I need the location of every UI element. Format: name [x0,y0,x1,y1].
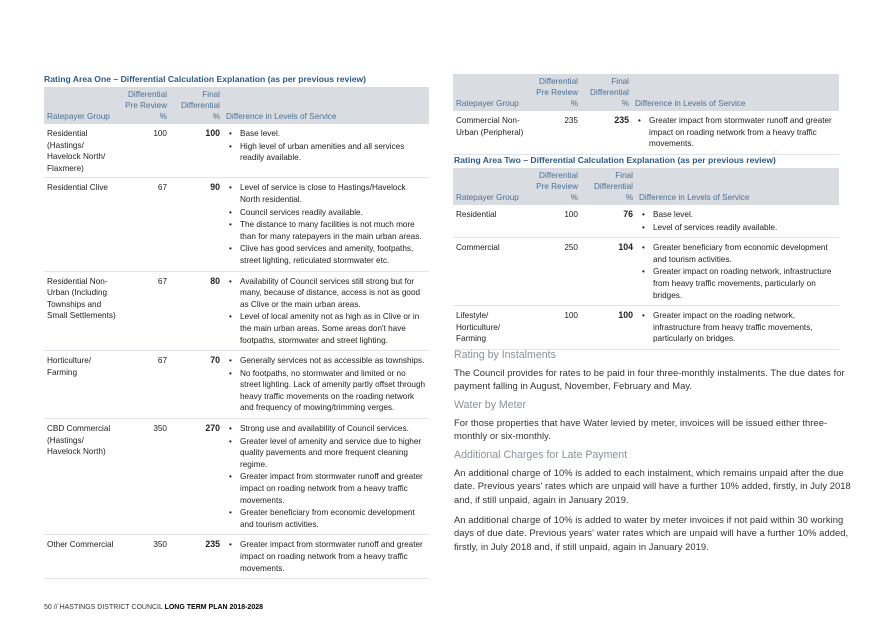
line-text: (Hastings/ [47,140,84,150]
bullet-item: • Greater impact from stormwater runoff and greater impact on roading network from a heavy traffic movements. [229,539,426,574]
col-header-diff-label: Difference in Levels of Service [639,193,750,202]
line-text: Differential [181,101,220,110]
instalments-heading: Rating by Instalments [454,349,556,361]
pre-review-value: 100 [564,210,578,219]
bullet-item: • Base level. [229,128,426,140]
pre-review-value: 350 [153,424,167,434]
col-header-pre [530,74,581,111]
col-header-group-label: Ratepayer Group [47,112,110,121]
pre-review-value: 67 [157,183,167,193]
line-text: % [625,193,633,202]
line-text: Small Settlements) [47,311,116,321]
line-text: Horticulture/ [456,322,501,332]
line-text: Lifestyle/ [456,311,489,321]
bullet-item: • Greater level of amenity and service due to higher quality pavements and more frequent cleaning regime. [229,436,426,471]
bullet-item: • Level of service is close to Hastings/Havelock North residential. [229,182,426,205]
col-header-diff-label: Difference in Levels of Service [226,112,337,121]
area-two-body [453,205,839,349]
ratepayer-group [44,351,121,419]
service-difference [636,238,839,306]
ratepayer-group [453,111,530,154]
bullet-item: • Strong use and availability of Council services. [229,423,426,435]
area-one-cont-table [453,74,839,155]
late-para-1: An additional charge of 10% is added to each instalment, which remains unpaid after the due date. Previous years' rates which are unpaid will have a further 10% added, firstly, in July 2018 and, if still unpaid, again in January 2019. [454,467,851,505]
footer-prefix: 50 // HASTINGS DISTRICT COUNCIL [44,604,165,611]
col-header-diff [632,74,839,111]
table-row [44,124,429,178]
page-footer [44,604,263,611]
bullet-list [229,128,426,164]
ratepayer-group [44,178,121,271]
bullet-item: • Level of local amenity not as high as in Clive or in the main urban areas. Some areas don't have footpaths, stormwater and street lighting. [229,311,426,346]
table-row [453,111,839,154]
bullet-item: • Council services readily available. [229,207,426,219]
line-text: Commercial [456,243,500,253]
bullet-item: • Availability of Council services still strong but for many, because of distance, access is not as good as Clive or the main urban areas. [229,276,426,311]
late-heading: Additional Charges for Late Payment [454,449,628,461]
line-text: % [570,99,578,108]
service-difference [223,351,429,419]
line-text: Urban (Peripheral) [456,127,524,137]
col-header-diff [223,87,429,124]
line-text: Differential [128,90,167,99]
service-difference [223,419,429,535]
col-header-group-label: Ratepayer Group [456,193,519,202]
col-header-final [170,87,223,124]
area-one-cont-header [453,74,839,111]
col-header-final [581,74,632,111]
final-value: 80 [210,275,220,286]
line-text: Differential [539,77,578,86]
line-text: Final [615,171,633,180]
area-one-header [44,87,429,124]
area-two-table-wrap [453,168,839,350]
line-text: % [570,193,578,202]
line-text: Pre Review [125,101,167,110]
service-difference [636,205,839,238]
bullet-item: • Greater impact on the roading network, infrastructure from heavy traffic movements, particularly on bridges. [642,310,836,345]
col-header-pre [530,168,581,205]
line-text: Residential [456,210,497,219]
ratepayer-group [44,271,121,351]
service-difference [223,271,429,351]
bullet-list [229,539,426,574]
header-row [44,87,429,124]
line-text: Final [611,77,629,86]
pre-review-value: 100 [153,129,167,138]
table-row [44,178,429,271]
line-text: % [621,99,629,108]
bullet-item: • Level of services readily available. [642,222,836,234]
bullet-item: • Greater impact from stormwater runoff and greater impact on roading network from a heavy traffic movements. [229,471,426,506]
bullet-list [638,115,836,150]
bullet-item: • Greater impact from stormwater runoff and greater impact on roading network from a heavy traffic movements. [638,115,836,150]
line-text: Flaxmere) [47,163,84,173]
ratepayer-group [453,238,530,306]
final-value: 270 [205,423,220,434]
pre-review-value: 235 [564,116,578,125]
service-difference [632,111,839,154]
final-value: 104 [618,242,633,253]
service-difference [223,535,429,579]
line-text: Townships and [47,299,102,309]
bullet-list [229,276,426,347]
bullet-item: • Greater beneficiary from economic development and tourism activities. [642,242,836,265]
col-header-group [453,168,530,205]
bullet-list [229,423,426,530]
col-header-group [453,74,530,111]
line-text: Urban (Including [47,288,108,298]
service-difference [223,124,429,178]
table-row [44,419,429,535]
bullet-item: • Clive has good services and amenity, footpaths, street lighting, reticulated stormwater etc. [229,243,426,266]
pre-review-value: 350 [153,540,167,550]
table-row [453,238,839,306]
ratepayer-group [453,205,530,238]
line-text: % [212,112,220,121]
final-value: 90 [210,182,220,193]
line-text: Farming [456,334,487,344]
area-one-body [44,124,429,579]
line-text: Residential Non- [47,276,108,286]
area-one-cont-body [453,111,839,154]
col-header-pre [121,87,170,124]
bullet-list [642,209,836,233]
line-text: Residential [47,129,88,138]
area-one-table-wrap [44,87,429,579]
bullet-item: • No footpaths, no stormwater and limited or no street lighting. Lack of amenity partly offset through heavy traffic movements on the roading network and frequency of mowing/trimming verges. [229,368,426,414]
pre-review-value: 67 [157,276,167,286]
bullet-list [229,355,426,414]
line-text: Horticulture/ [47,356,92,366]
col-header-diff-label: Difference in Levels of Service [635,99,746,108]
pre-review-value: 67 [157,356,167,366]
bullet-item: • High level of urban amenities and all services readily available. [229,141,426,164]
final-value: 70 [210,355,220,366]
table-row [44,351,429,419]
instalments-text: The Council provides for rates to be paid in four three-monthly instalments. The due dates for payment falling in August, November, February and May. [454,367,845,392]
bullet-item: • Greater impact on roading network, infrastructure from heavy traffic movements, particularly on bridges. [642,266,836,301]
bullet-item: • Base level. [642,209,836,221]
service-difference [636,306,839,350]
line-text: Commercial Non- [456,116,520,125]
bullet-list [642,242,836,301]
header-row [453,74,839,111]
line-text: Havelock North) [47,447,106,457]
table-row [453,306,839,350]
area-two-title: Rating Area Two – Differential Calculation Explanation (as per previous review) [454,155,776,165]
ratepayer-group [453,306,530,350]
col-header-final [581,168,636,205]
col-header-group [44,87,121,124]
bullet-list [642,310,836,345]
footer-plan-title: LONG TERM PLAN 2018-2028 [164,604,263,611]
col-header-group-label: Ratepayer Group [456,99,519,108]
final-value: 76 [623,209,633,219]
line-text: Havelock North/ [47,152,106,162]
final-value: 100 [618,310,633,321]
pre-review-value: 250 [564,243,578,253]
table-row [453,205,839,238]
pre-review-value: 100 [564,311,578,321]
area-one-cont-table-wrap [453,74,839,155]
service-difference [223,178,429,271]
bullet-item: • The distance to many facilities is not much more than for many ratepayers in the main urban areas. [229,219,426,242]
line-text: Differential [590,88,629,97]
area-two-table [453,168,839,350]
line-text: % [159,112,167,121]
ratepayer-group [44,419,121,535]
late-para-2: An additional charge of 10% is added to water by meter invoices if not paid within 30 working days of due date. Previous years' water rates which are unpaid will have a further 10% added, firstly, in July 2018 and, if still unpaid, again in January 2019. [454,514,849,552]
line-text: Differential [594,182,633,191]
final-value: 235 [614,115,629,125]
col-header-diff [636,168,839,205]
line-text: (Hastings/ [47,435,84,445]
table-row [44,535,429,579]
header-row [453,168,839,205]
area-two-header [453,168,839,205]
line-text: Final [202,90,220,99]
ratepayer-group [44,535,121,579]
line-text: CBD Commercial [47,424,111,434]
bullet-item: • Greater beneficiary from economic development and tourism activities. [229,507,426,530]
final-value: 100 [205,128,220,138]
final-value: 235 [205,539,220,550]
ratepayer-group [44,124,121,178]
area-one-title: Rating Area One – Differential Calculation Explanation (as per previous review) [44,74,367,84]
line-text: Pre Review [536,182,578,191]
water-text: For those properties that have Water levied by meter, invoices will be issued either three-monthly or six-monthly. [454,417,828,442]
table-row [44,271,429,351]
line-text: Farming [47,367,78,377]
bullet-item: • Generally services not as accessible as townships. [229,355,426,367]
line-text: Residential Clive [47,183,108,193]
line-text: Pre Review [536,88,578,97]
bullet-list [229,182,426,266]
line-text: Differential [539,171,578,180]
water-heading: Water by Meter [454,399,527,411]
area-one-table [44,87,429,579]
line-text: Other Commercial [47,540,114,550]
